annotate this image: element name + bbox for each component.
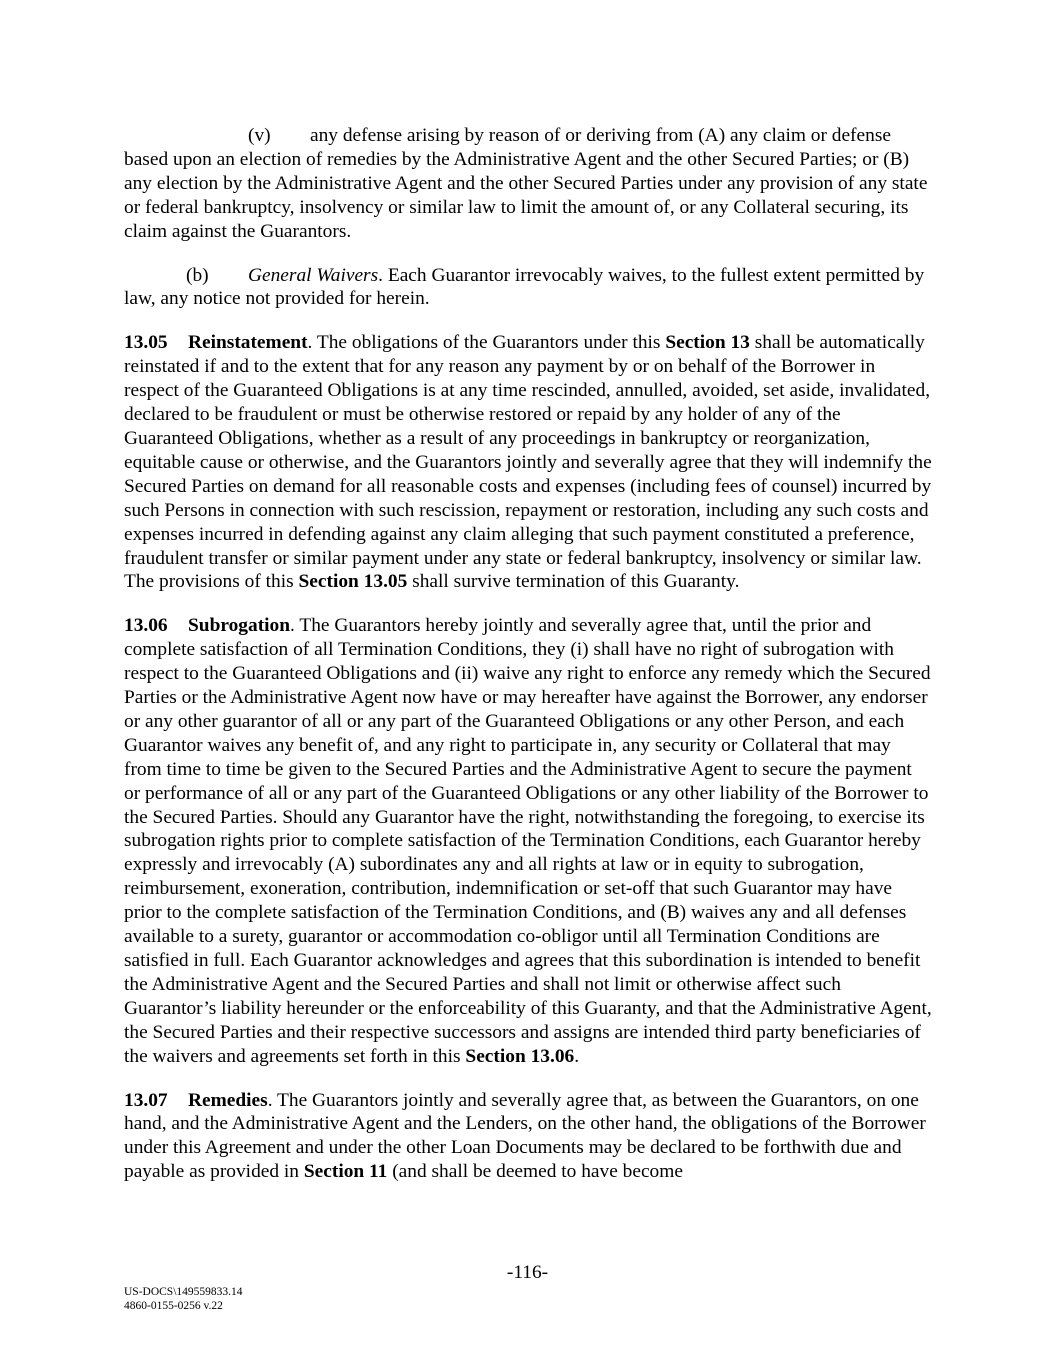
paragraph-b-text: . Each Guarantor irrevocably waives, to the fullest extent permitted by law, any notice not provided for herein. bbox=[124, 264, 925, 310]
paragraph-b-title: General Waivers bbox=[248, 264, 379, 286]
section-reference: Section 13.05 bbox=[298, 571, 408, 593]
footer-version: 4860-0155-0256 v.22 bbox=[124, 1300, 223, 1312]
section-13-07 bbox=[124, 1089, 932, 1185]
section-text: shall be automatically reinstated if and to the extent that for any reason any payment by or on behalf of the Borrower in respect of the Guaranteed Obligations is at any time rescinded, annulled, avoided, set aside, invalidated, declared to be fraudulent or must be otherwise restored or repaid by any holder of any of the Guaranteed Obligations, whether as a result of any proceedings in bankruptcy or reorganization, equitable cause or otherwise, and the Guarantors jointly and severally agree that they will indemnify the Secured Parties on demand for all reasonable costs and expenses (including fees of counsel) incurred by such Persons in connection with such rescission, repayment or restoration, including any such costs and expenses incurred in defending against any claim alleging that such payment constituted a preference, fraudulent transfer or similar payment under any state or federal bankruptcy, insolvency or similar law. The provisions of this bbox=[124, 332, 932, 593]
footer-doc-id: US-DOCS\149559833.14 bbox=[124, 1286, 243, 1298]
section-text: shall survive termination of this Guaranty. bbox=[407, 571, 740, 593]
section-text: . The obligations of the Guarantors under this bbox=[307, 332, 666, 354]
section-text: . The Guarantors jointly and severally agree that, as between the Guarantors, on one hand, and the Administrative Agent and the Lenders, on the other hand, the obligations of the Borrower under this Agreement and under the other Loan Documents may be declared to be forthwith due and payable as provided in bbox=[124, 1089, 926, 1183]
section-text: . The Guarantors hereby jointly and severally agree that, until the prior and complete satisfaction of all Termination Conditions, they (i) shall have no right of subrogation with respect to the Guaranteed Obligations and (ii) waive any right to enforce any remedy which the Secured Parties or the Administrative Agent now have or may hereafter have against the Borrower, any endorser or any other guarantor of all or any part of the Guaranteed Obligations or any other Person, and each Guarantor waives any benefit of, and any right to participate in, any security or Collateral that may from time to time be given to the Secured Parties and the Administrative Agent to secure the payment or performance of all or any part of the Guaranteed Obligations or any other liability of the Borrower to the Secured Parties. Should any Guarantor have the right, notwithstanding the foregoing, to exercise its subrogation rights prior to complete satisfaction of the Termination Conditions, each Guarantor hereby expressly and irrevocably (A) subordinates any and all rights at law or in equity to subrogation, reimbursement, exoneration, contribution, indemnification or set-off that such Guarantor may have prior to the complete satisfaction of the Termination Conditions, and (B) waives any and all defenses available to a surety, guarantor or accommodation co-obligor until all Termination Conditions are satisfied in full. Each Guarantor acknowledges and agrees that this subordination is intended to benefit the Administrative Agent and the Secured Parties and shall not limit or otherwise affect such Guarantor’s liability hereunder or the enforceability of this Guaranty, and that the Administrative Agent, the Secured Parties and their respective successors and assigns are intended third party beneficiaries of the waivers and agreements set forth in this bbox=[124, 615, 932, 1067]
section-title: Remedies bbox=[188, 1089, 268, 1111]
clause-label-b: (b) bbox=[186, 264, 209, 286]
section-number: 13.06 bbox=[124, 615, 168, 637]
page-number: -116- bbox=[506, 1262, 549, 1283]
section-title: Reinstatement bbox=[188, 332, 308, 354]
section-number: 13.05 bbox=[124, 332, 168, 354]
section-text: . bbox=[574, 1045, 580, 1067]
paragraph-v bbox=[124, 124, 932, 244]
section-reference: Section 13.06 bbox=[465, 1045, 575, 1067]
paragraph-v-text: any defense arising by reason of or deriving from (A) any claim or defense based upon an election of remedies by the Administrative Agent and the other Secured Parties; or (B) any election by the Administrative Agent and the other Secured Parties under any provision of any state or federal bankruptcy, insolvency or similar law to limit the amount of, or any Collateral securing, its claim against the Guarantors. bbox=[124, 125, 928, 242]
clause-label-v: (v) bbox=[248, 125, 271, 146]
document-footer bbox=[124, 1285, 243, 1313]
section-text: (and shall be deemed to have become bbox=[387, 1161, 683, 1183]
section-title: Subrogation bbox=[188, 615, 291, 637]
document-body bbox=[124, 124, 932, 1204]
section-number: 13.07 bbox=[124, 1089, 168, 1111]
section-13-06 bbox=[124, 614, 932, 1068]
section-reference: Section 13 bbox=[665, 332, 750, 354]
section-13-05 bbox=[124, 331, 932, 594]
section-reference: Section 11 bbox=[303, 1161, 388, 1183]
paragraph-b bbox=[124, 264, 932, 312]
